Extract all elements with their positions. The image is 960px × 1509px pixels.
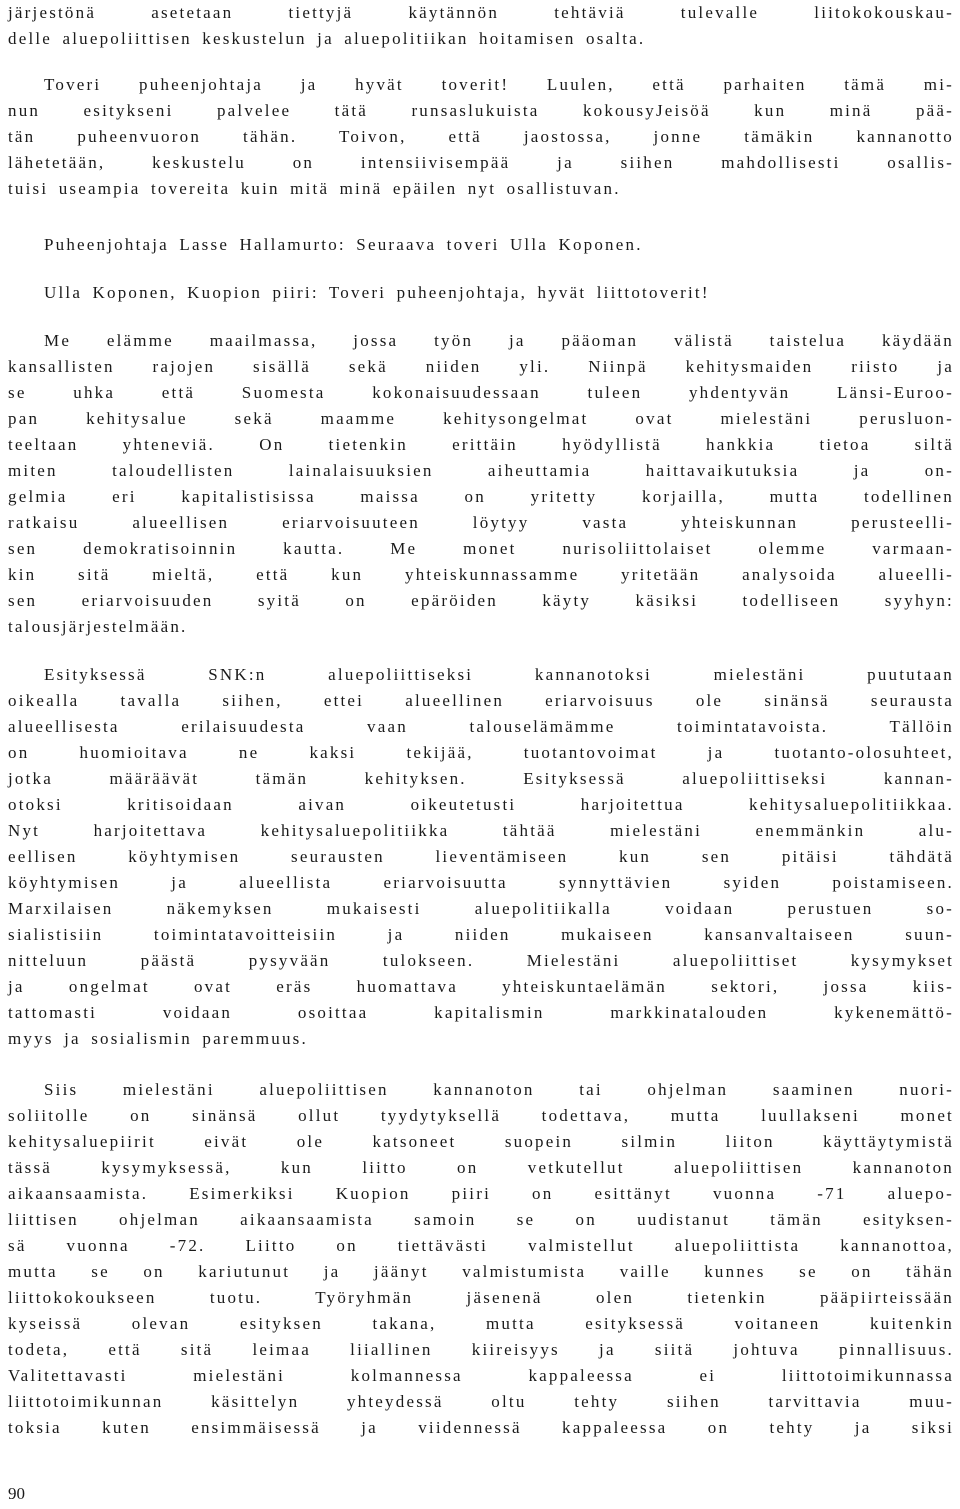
paragraph-2-line: Toveri puheenjohtaja ja hyvät toverit! Luulen, että parhaiten tämä mi- — [44, 75, 954, 94]
paragraph-5-line: sä vuonna -72. Liitto on tiettävästi valmistellut aluepoliittista kannanottoa, — [8, 1236, 954, 1255]
paragraph-5-line: liittisen ohjelman aikaansaamista samoin se on uudistanut tämän esityksen- — [8, 1210, 954, 1229]
paragraph-4-line: myys ja sosialismin paremmuus. — [8, 1029, 308, 1048]
paragraph-5-line: soliitolle on sinänsä ollut tyydytyksellä todettava, mutta luullakseni monet — [8, 1106, 954, 1125]
paragraph-4-line: tattomasti voidaan osoittaa kapitalismin markkinatalouden kykenemättö- — [8, 1003, 954, 1022]
paragraph-5-line: liittokokoukseen tuotu. Työryhmän jäsenenä olen tietenkin pääpiirteissään — [8, 1288, 954, 1307]
chair-announcement: Puheenjohtaja Lasse Hallamurto: Seuraava toveri Ulla Koponen. — [44, 235, 643, 254]
paragraph-3-line: ratkaisu alueellisen eriarvoisuuteen löytyy vasta yhteiskunnan perusteelli- — [8, 513, 954, 532]
paragraph-5-line: mutta se on kariutunut ja jäänyt valmistumista vaille kunnes se on tähän — [8, 1262, 954, 1281]
paragraph-4-line: Nyt harjoitettava kehitysaluepolitiikka tähtää mielestäni enemmänkin alu- — [8, 821, 954, 840]
paragraph-5-line: kehitysaluepiirit eivät ole katsoneet suopein silmin liiton käyttäytymistä — [8, 1132, 954, 1151]
paragraph-3-line: se uhka että Suomesta kokonaisuudessaan tuleen yhdentyvän Länsi-Euroo- — [8, 383, 954, 402]
paragraph-1-line: delle aluepoliittisen keskustelun ja aluepolitiikan hoitamisen osalta. — [8, 29, 646, 48]
paragraph-4-line: jotka määräävät tämän kehityksen. Esityksessä aluepoliittiseksi kannan- — [8, 769, 954, 788]
paragraph-4-line: nitteluun päästä pysyvään tulokseen. Mielestäni aluepoliittiset kysymykset — [8, 951, 954, 970]
paragraph-2-line: nun esitykseni palvelee tätä runsaslukuista kokousyJeisöä kun minä pää- — [8, 101, 954, 120]
paragraph-3-line: kin sitä mieltä, että kun yhteiskunnassamme yritetään analysoida alueelli- — [8, 565, 954, 584]
paragraph-4-line: Esityksessä SNK:n aluepoliittiseksi kannanotoksi mielestäni puututaan — [44, 665, 954, 684]
paragraph-4-line: oikealla tavalla siihen, ettei alueellinen eriarvoisuus ole sinänsä seurausta — [8, 691, 954, 710]
paragraph-3-line: sen demokratisoinnin kautta. Me monet nurisoliittolaiset olemme varmaan- — [8, 539, 954, 558]
paragraph-5-line: Siis mielestäni aluepoliittisen kannanoton tai ohjelman saaminen nuori- — [44, 1080, 954, 1099]
paragraph-4-line: alueellisesta erilaisuudesta vaan talouselämämme toimintatavoista. Tällöin — [8, 717, 954, 736]
page-number: 90 — [8, 1484, 25, 1503]
paragraph-2-line: tuisi useampia tovereita kuin mitä minä epäilen nyt osallistuvan. — [8, 179, 621, 198]
paragraph-2-line: lähetetään, keskustelu on intensiivisempää ja siihen mahdollisesti osallis- — [8, 153, 954, 172]
paragraph-5-line: liittotoimikunnan käsittelyn yhteydessä oltu tehty siihen tarvittavia muu- — [8, 1392, 954, 1411]
paragraph-4-line: otoksi kritisoidaan aivan oikeutetusti harjoitettua kehitysaluepolitiikkaa. — [8, 795, 954, 814]
paragraph-5-line: tässä kysymyksessä, kun liitto on vetkutellut aluepoliittisen kannanoton — [8, 1158, 954, 1177]
paragraph-3-line: sen eriarvoisuuden syitä on epäröiden käyty käsiksi todelliseen syyhyn: — [8, 591, 954, 610]
paragraph-3-line: kansallisten rajojen sisällä sekä niiden yli. Niinpä kehitysmaiden riisto ja — [8, 357, 954, 376]
paragraph-3-line: pan kehitysalue sekä maamme kehitysongelmat ovat mielestäni perusluon- — [8, 409, 954, 428]
paragraph-4-line: eellisen köyhtymisen seurausten lieventämiseen kun sen pitäisi tähdätä — [8, 847, 954, 866]
paragraph-5-line: aikaansaamista. Esimerkiksi Kuopion piiri on esittänyt vuonna -71 aluepo- — [8, 1184, 954, 1203]
paragraph-3-line: talousjärjestelmään. — [8, 617, 188, 636]
paragraph-5-line: Valitettavasti mielestäni kolmannessa kappaleessa ei liittotoimikunnassa — [8, 1366, 954, 1385]
speaker-heading: Ulla Koponen, Kuopion piiri: Toveri puheenjohtaja, hyvät liittotoverit! — [44, 283, 710, 302]
paragraph-4-line: on huomioitava ne kaksi tekijää, tuotantovoimat ja tuotanto-olosuhteet, — [8, 743, 954, 762]
paragraph-3-line: gelmia eri kapitalistisissa maissa on yritetty korjailla, mutta todellinen — [8, 487, 954, 506]
paragraph-4-line: ja ongelmat ovat eräs huomattava yhteiskuntaelämän sektori, jossa kiis- — [8, 977, 954, 996]
paragraph-1-line: järjestönä asetetaan tiettyjä käytännön tehtäviä tulevalle liitokokouskau- — [8, 3, 954, 22]
paragraph-3-line: miten taloudellisten lainalaisuuksien aiheuttamia haittavaikutuksia ja on- — [8, 461, 954, 480]
paragraph-5-line: todeta, että sitä leimaa liiallinen kiireisyys ja siitä johtuva pinnallisuus. — [8, 1340, 954, 1359]
paragraph-4-line: köyhtymisen ja alueellista eriarvoisuutta synnyttävien syiden poistamiseen. — [8, 873, 954, 892]
paragraph-3-line: Me elämme maailmassa, jossa työn ja pääoman välistä taistelua käydään — [44, 331, 954, 350]
paragraph-2-line: tän puheenvuoron tähän. Toivon, että jaostossa, jonne tämäkin kannanotto — [8, 127, 954, 146]
paragraph-4-line: Marxilaisen näkemyksen mukaisesti aluepolitiikalla voidaan perustuen so- — [8, 899, 954, 918]
paragraph-3-line: teeltaan yhteneviä. On tietenkin erittäin hyödyllistä hankkia tietoa siltä — [8, 435, 954, 454]
paragraph-5-line: toksia kuten ensimmäisessä ja viidennessä kappaleessa on tehty ja siksi — [8, 1418, 954, 1437]
paragraph-5-line: kyseissä olevan esityksen takana, mutta esityksessä voitaneen kuitenkin — [8, 1314, 954, 1333]
paragraph-4-line: sialistisiin toimintatavoitteisiin ja niiden mukaiseen kansanvaltaiseen suun- — [8, 925, 954, 944]
